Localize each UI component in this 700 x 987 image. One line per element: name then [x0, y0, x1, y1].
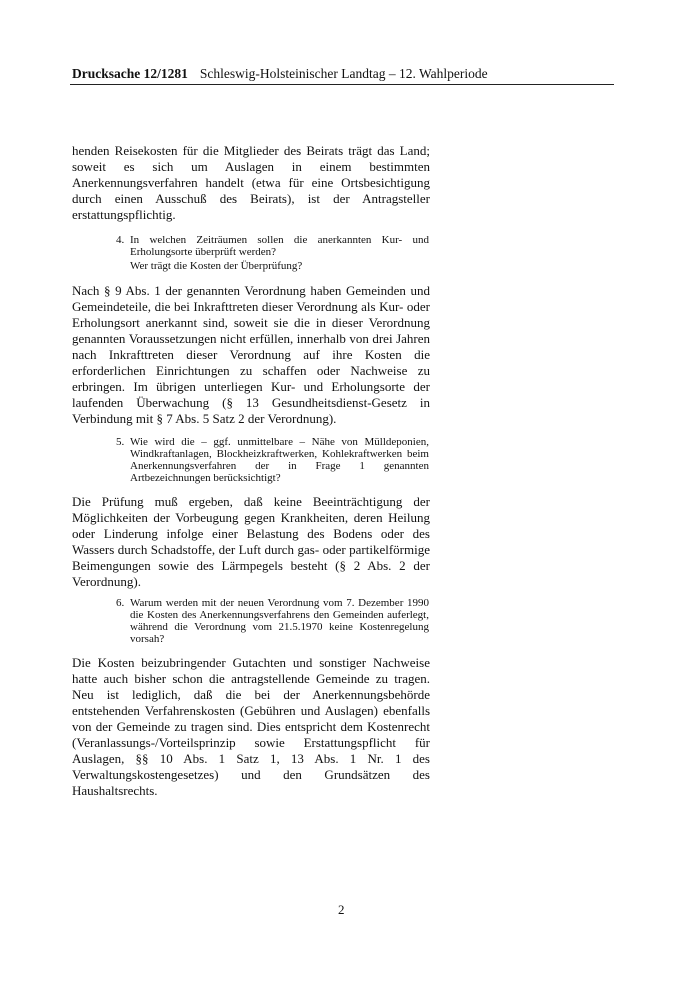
question-number: 5. — [116, 436, 125, 448]
question-number: 6. — [116, 597, 125, 609]
header-title: Schleswig-Holsteinischer Landtag – 12. Wahlperiode — [199, 66, 488, 81]
paragraph-beirat-costs: henden Reisekosten für die Mitglieder des Beirats trägt das Land; soweit es sich um Auslagen in einem bestimmten Anerkennungsverfahren handelt (etwa für eine Ortsbesichtigung durch einen Ausschuß des Beirats), ist der Antragsteller erstattungspflichtig. — [72, 143, 430, 222]
page-header — [72, 66, 612, 82]
paragraph-answer-6: Die Kosten beizubringender Gutachten und sonstiger Nachweise hatte auch bisher schon die antragstellende Gemeinde zu tragen. Neu ist lediglich, daß die bei der Anerkennungsbehörde entstehenden Verfahrenskosten (Gebühren und Auslagen) ebenfalls von der Gemeinde zu tragen sind. Dies entspricht dem Kostenrecht (Veranlassungs-/Vorteilsprinzip sowie Erstattungspflicht für Auslagen, §§ 10 Abs. 1 Satz 1, 13 Abs. 1 Nr. 1 des Verwaltungskostengesetzes) und den Grundsätzen des Haushaltsrechts. — [72, 655, 430, 798]
header-rule — [70, 84, 614, 85]
question-text: Wie wird die – ggf. unmittelbare – Nähe von Mülldeponien, Windkraftanlagen, Blockheizkraftwerken, Kohlekraftwerken beim Anerkennungsverfahren der in Frage 1 genannten Artbezeichnungen berücksichtigt? — [130, 436, 429, 484]
question-number: 4. — [116, 234, 125, 246]
question-subtext: Wer trägt die Kosten der Überprüfung? — [130, 260, 303, 272]
question-6 — [116, 597, 429, 645]
question-text: Warum werden mit der neuen Verordnung vom 7. Dezember 1990 die Kosten des Anerkennungsverfahrens den Gemeinden auferlegt, während die Verordnung vom 21.5.1970 keine Kostenregelung vorsah? — [130, 597, 429, 645]
question-5 — [116, 436, 429, 484]
paragraph-answer-4: Nach § 9 Abs. 1 der genannten Verordnung haben Gemeinden und Gemeindeteile, die bei Inkrafttreten dieser Verordnung als Kur- oder Erholungsort anerkannt sind, soweit sie die in dieser Verordnung genannten Voraussetzungen nicht erfüllen, innerhalb von drei Jahren nach Inkrafttreten dieser Verordnung auf ihre Kosten die erforderlichen Einrichtungen zu schaffen oder Nachweise zu erbringen. Im übrigen unterliegen Kur- und Erholungsorte der laufenden Überwachung (§ 13 Gesundheitsdienst-Gesetz in Verbindung mit § 7 Abs. 5 Satz 2 der Verordnung). — [72, 283, 430, 426]
paragraph-answer-5: Die Prüfung muß ergeben, daß keine Beeinträchtigung der Möglichkeiten der Vorbeugung gegen Krankheiten, deren Heilung oder Linderung infolge einer Belastung des Bodens oder des Wassers durch Schadstoffe, der Luft durch gas- oder partikelförmige Beimengungen sowie des Lärmpegels besteht (§ 2 Abs. 2 der Verordnung). — [72, 494, 430, 589]
question-text: In welchen Zeiträumen sollen die anerkannten Kur- und Erholungsorte überprüft werden? — [130, 234, 429, 258]
question-4 — [116, 234, 429, 272]
document-number: Drucksache 12/1281 — [72, 66, 188, 81]
page-number: 2 — [338, 902, 345, 917]
